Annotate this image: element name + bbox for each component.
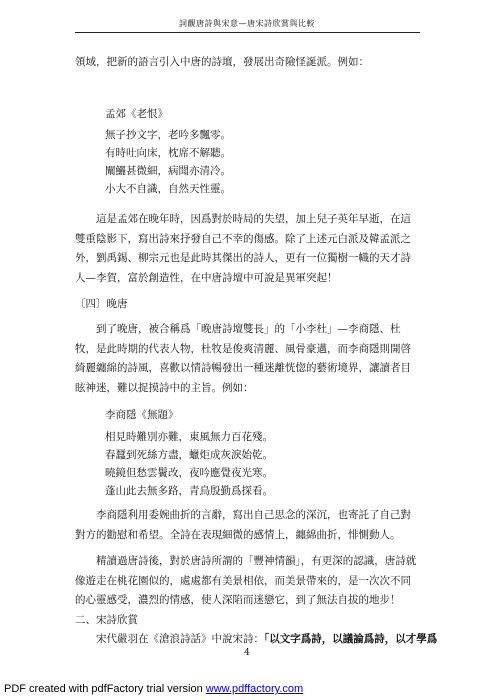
section-heading-song-poetry: 二、宋詩欣賞 xyxy=(75,614,138,626)
paragraph-6-lead: 宋代嚴羽在《滄浪詩話》中說宋詩： xyxy=(96,633,264,645)
poem-2-line: 曉鏡但愁雲鬢改，夜吟應覺夜光寒。 xyxy=(105,467,273,479)
poem-1-title: 孟郊《老恨》 xyxy=(105,108,168,120)
paragraph-5: 精讀過唐詩後，對於唐詩所謂的「豐神情韻」，有更深的認識，唐詩就像遊走在桃花園似的，處處都有美景相依，而美景帶來的，是一次次不同的心靈感受，濃烈的情感，使人深陷而迷戀它，到了無法自拔的地步！ xyxy=(75,555,417,606)
poem-1-line: 闡鱺甚微細，病聞亦清冷。 xyxy=(105,165,231,177)
paragraph-6 xyxy=(75,630,438,650)
paragraph-6-quote: 「以文字爲詩，以議論爲詩，以才學爲 xyxy=(264,633,438,645)
paragraph-4: 李商隱利用委婉曲折的言辭，寫出自己思念的深沉，也寄託了自己對對方的勸慰和希望。全詩在表現細微的感情上，纏綿曲折，悱惻動人。 xyxy=(75,509,411,541)
poem-2-title: 李商隱《無題》 xyxy=(105,409,179,421)
poem-2-line: 蓬山此去無多路，青鳥殷勤爲探看。 xyxy=(105,485,273,497)
poem-1-line: 無子抄文字，老吟多飄零。 xyxy=(105,129,231,141)
footer-text: PDF created with pdfFactory trial version xyxy=(4,683,206,695)
poem-2-line: 春蠶到死絲方盡，蠟炬成灰淚始乾。 xyxy=(105,449,273,461)
footer-link[interactable]: www.pdffactory.com xyxy=(205,683,304,695)
pdf-footer xyxy=(4,683,303,695)
paragraph-2: 這是孟郊在晚年時，因爲對於時局的失望，加上兒子英年早逝，在這雙重陰影下，寫出詩來抒發自己不幸的傷感。除了上述元白派及韓孟派之外，劉禹錫、柳宗元也是此時其傑出的詩人，更有一位獨樹一幟的天才詩人—李賀，富於創造性，在中唐詩壇中可說是異軍突起！ xyxy=(75,213,411,284)
section-heading-late-tang: 〔四〕晚唐 xyxy=(75,298,128,310)
header-rule xyxy=(75,32,420,33)
running-header: 詞觀唐詩與宋意—唐宋詩欣賞與比較 xyxy=(179,19,315,28)
poem-1-line: 有時吐向床，枕席不解聽。 xyxy=(105,147,231,159)
paragraph-1: 領域，把新的語言引入中唐的詩壇，發展出奇險怪誕派。例如： xyxy=(75,56,369,68)
poem-1-line: 小大不自識，自然天性靈。 xyxy=(105,183,231,195)
poem-2-line: 相見時難別亦難，東風無力百花殘。 xyxy=(105,431,273,443)
paragraph-3: 到了晚唐，被合稱爲「晚唐詩壇雙長」的「小李杜」—李商隱、杜牧，是此時期的代表人物，杜牧是俊爽清麗、風骨豪邁，而李商隱則開啓綺麗纏綿的詩風，喜歡以情詩暢發出一種迷離恍惚的藝術境界，讓讀者目眩神迷，難以捉摸詩中的主旨。例如： xyxy=(75,323,411,394)
page-number: 4 xyxy=(244,648,250,658)
